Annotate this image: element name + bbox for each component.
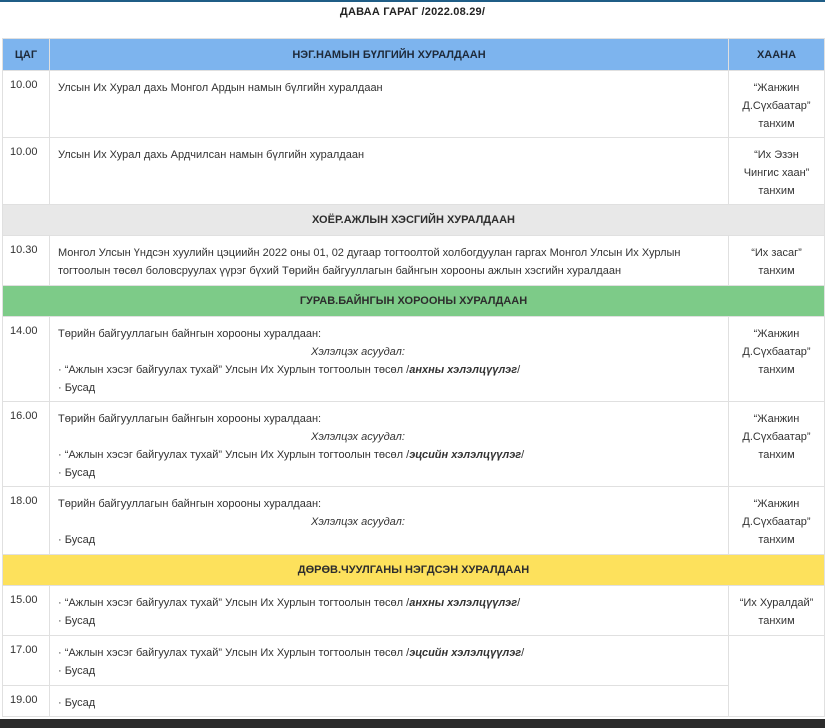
section-header-working-group: ХОЁР.АЖЛЫН ХЭСГИЙН ХУРАЛДААН <box>3 205 825 236</box>
table-row <box>3 586 825 636</box>
event-cell: Төрийн байгууллагын байнгын хорооны хуралдаан: Хэлэлцэх асуудал: · “Ажлын хэсэг байгуулах тухай” Улсын Их Хурлын тогтоолын төсөл /эцсийн хэлэлцүүлэг/ · Бусад <box>50 402 729 487</box>
event-cell: Төрийн байгууллагын байнгын хорооны хуралдаан: Хэлэлцэх асуудал: · “Ажлын хэсэг байгуулах тухай” Улсын Их Хурлын тогтоолын төсөл /анхны хэлэлцүүлэг/ · Бусад <box>50 317 729 402</box>
time-cell: 19.00 <box>3 686 50 717</box>
table-row <box>3 138 825 205</box>
table-row <box>3 317 825 402</box>
table-row <box>3 236 825 286</box>
place-cell: “Жанжин Д.Сүхбаатар” танхим <box>729 487 825 555</box>
place-cell: “Их Хуралдай” танхим <box>729 586 825 636</box>
event-cell: · “Ажлын хэсэг байгуулах тухай” Улсын Их Хурлын тогтоолын төсөл /эцсийн хэлэлцүүлэг/ · Бусад <box>50 636 729 686</box>
header-section-title: НЭГ.НАМЫН БҮЛГИЙН ХУРАЛДААН <box>50 39 729 71</box>
time-cell: 10.00 <box>3 138 50 205</box>
top-border <box>0 0 825 2</box>
header-time: ЦАГ <box>3 39 50 71</box>
table-row <box>3 487 825 555</box>
bottom-bar <box>0 719 825 728</box>
table-row <box>3 686 825 717</box>
table-row <box>3 402 825 487</box>
event-cell: Монгол Улсын Үндсэн хуулийн цэциийн 2022 оны 01, 02 дугаар тогтоолтой холбогдуулан гаргах Монгол Улсын Их Хурлын тогтоолын төсөл боловсруулах үүрэг бүхий Төрийн байгууллагын байнгын хорооны ажлын хэсгийн хуралдаан <box>50 236 729 286</box>
time-cell: 18.00 <box>3 487 50 555</box>
header-place: ХААНА <box>729 39 825 71</box>
time-cell: 10.00 <box>3 71 50 138</box>
event-cell: Төрийн байгууллагын байнгын хорооны хуралдаан: Хэлэлцэх асуудал: · Бусад <box>50 487 729 555</box>
table-row <box>3 71 825 138</box>
place-cell: “Жанжин Д.Сүхбаатар” танхим <box>729 317 825 402</box>
time-cell: 15.00 <box>3 586 50 636</box>
event-cell: · Бусад <box>50 686 729 717</box>
table-header-row <box>3 39 825 71</box>
table-row <box>3 636 825 686</box>
place-cell: “Жанжин Д.Сүхбаатар” танхим <box>729 71 825 138</box>
event-cell: · “Ажлын хэсэг байгуулах тухай” Улсын Их Хурлын тогтоолын төсөл /анхны хэлэлцүүлэг/ · Бусад <box>50 586 729 636</box>
place-cell: “Их Эзэн Чингис хаан” танхим <box>729 138 825 205</box>
place-cell: “Их засаг” танхим <box>729 236 825 286</box>
day-title: ДАВАА ГАРАГ /2022.08.29/ <box>339 6 486 18</box>
time-cell: 14.00 <box>3 317 50 402</box>
section-header-plenary-session: ДӨРӨВ.ЧУУЛГАНЫ НЭГДСЭН ХУРАЛДААН <box>3 555 825 586</box>
time-cell: 10.30 <box>3 236 50 286</box>
section-header-standing-committee: ГУРАВ.БАЙНГЫН ХОРООНЫ ХУРАЛДААН <box>3 286 825 317</box>
place-cell <box>729 636 825 717</box>
schedule-table <box>2 38 825 717</box>
event-cell: Улсын Их Хурал дахь Ардчилсан намын бүлгийн хуралдаан <box>50 138 729 205</box>
place-cell: “Жанжин Д.Сүхбаатар” танхим <box>729 402 825 487</box>
event-cell: Улсын Их Хурал дахь Монгол Ардын намын бүлгийн хуралдаан <box>50 71 729 138</box>
time-cell: 17.00 <box>3 636 50 686</box>
time-cell: 16.00 <box>3 402 50 487</box>
